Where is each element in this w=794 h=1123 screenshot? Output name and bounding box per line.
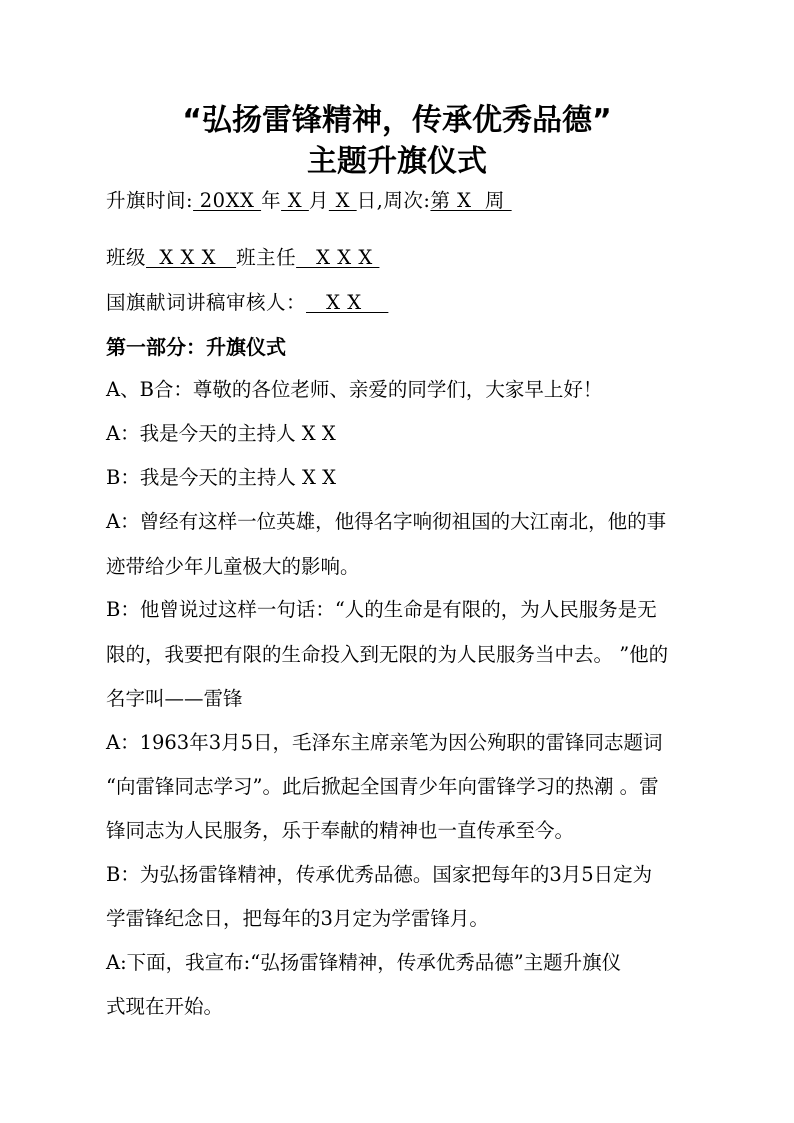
body-line: 限的，我要把有限的生命投入到无限的为人民服务当中去。 ”他的 <box>106 643 669 666</box>
year-value: 20XX <box>193 189 262 212</box>
body-line: A、B合：尊敬的各位老师、亲爱的同学们，大家早上好！ <box>106 378 603 401</box>
body-line: 迹带给少年儿童极大的影响。 <box>106 555 360 578</box>
body-line: 锋同志为人民服务，乐于奉献的精神也一直传承至今。 <box>106 819 575 842</box>
class-label: 班级 <box>106 246 147 269</box>
teacher-value: X X X <box>296 246 380 269</box>
teacher-label: 班主任 <box>236 246 297 269</box>
reviewer-value: X X <box>306 291 389 314</box>
week-value: 第 X 周 <box>430 189 512 212</box>
month-unit: 月 <box>308 189 329 212</box>
class-value: X X X <box>146 246 237 269</box>
body-line: 式现在开始。 <box>106 995 224 1018</box>
day-value: X <box>328 189 357 212</box>
body-line: 名字叫——雷锋 <box>106 687 243 710</box>
time-label: 升旗时间: <box>106 189 194 212</box>
body-line: A：我是今天的主持人 X X <box>106 422 336 445</box>
title-line-2: 主题升旗仪式 <box>307 144 487 179</box>
body-line: A：1963年3月5日，毛泽东主席亲笔为因公殉职的雷锋同志题词 <box>106 731 663 754</box>
body-line: B：他曾说过这样一句话：“人的生命是有限的，为人民服务是无 <box>106 598 657 621</box>
reviewer-line <box>106 289 388 317</box>
day-unit: 日,周次: <box>356 189 431 212</box>
title-line-1: “弘扬雷锋精神，传承优秀品德” <box>182 103 612 138</box>
reviewer-label: 国旗献词讲稿审核人： <box>106 291 307 314</box>
body-line: A：曾经有这样一位英雄，他得名字响彻祖国的大江南北，他的事 <box>106 510 667 533</box>
body-line: A:下面，我宣布:“弘扬雷锋精神，传承优秀品德”主题升旗仪 <box>106 951 622 974</box>
section-heading: 第一部分：升旗仪式 <box>106 335 286 359</box>
flag-time-line <box>106 187 512 215</box>
body-line: B：为弘扬雷锋精神，传承优秀品德。国家把每年的3月5日定为 <box>106 863 653 886</box>
body-line: 学雷锋纪念日，把每年的3月定为学雷锋月。 <box>106 907 489 930</box>
month-value: X <box>281 189 309 212</box>
body-line: B：我是今天的主持人 X X <box>106 466 336 489</box>
body-line: “向雷锋同志学习”。此后掀起全国青少年向雷锋学习的热潮 。雷 <box>106 775 659 798</box>
year-unit: 年 <box>261 189 282 212</box>
class-line <box>106 244 379 272</box>
